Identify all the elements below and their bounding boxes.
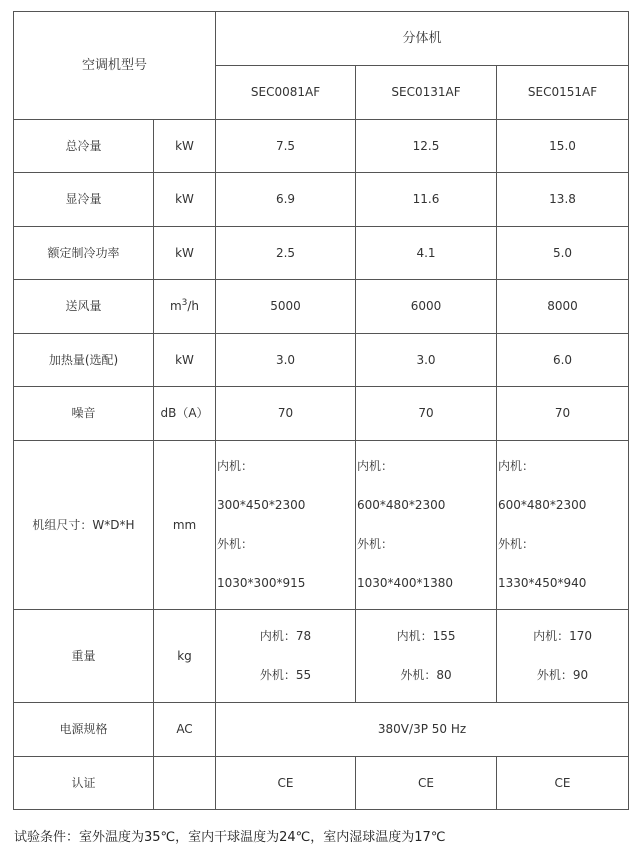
unit-base: m <box>169 299 182 314</box>
value-cell: 5000 <box>216 280 356 334</box>
row-label: 认证 <box>14 757 154 810</box>
header-row-1 <box>14 12 629 66</box>
value-cell: 3.0 <box>216 334 356 387</box>
row-label: 加热量(选配) <box>14 334 154 387</box>
model-label-cell: 空调机型号 <box>14 12 216 120</box>
value-cell: CE <box>216 757 356 810</box>
row-label: 噪音 <box>14 387 154 441</box>
value-cell: 5.0 <box>497 227 629 280</box>
row-label: 总冷量 <box>14 120 154 173</box>
row-rated-power <box>14 227 629 280</box>
row-label: 显冷量 <box>14 173 154 227</box>
row-weight <box>14 610 629 703</box>
outdoor-weight: 外机：55 <box>259 668 312 682</box>
dimensions-cell <box>216 441 356 610</box>
model-header: SEC0131AF <box>356 66 497 120</box>
row-airflow <box>14 280 629 334</box>
outdoor-label: 外机： <box>217 537 254 551</box>
row-label: 送风量 <box>14 280 154 334</box>
value-cell: CE <box>497 757 629 810</box>
value-cell: 4.1 <box>356 227 497 280</box>
indoor-label: 内机： <box>357 459 394 473</box>
row-unit-empty <box>154 757 216 810</box>
value-cell: 3.0 <box>356 334 497 387</box>
outdoor-weight: 外机：90 <box>536 668 589 682</box>
model-header: SEC0081AF <box>216 66 356 120</box>
power-supply-value: 380V/3P 50 Hz <box>216 703 629 757</box>
indoor-dimensions: 300*450*2300 <box>217 498 306 512</box>
value-cell: 2.5 <box>216 227 356 280</box>
value-cell: 11.6 <box>356 173 497 227</box>
value-cell: 6000 <box>356 280 497 334</box>
indoor-label: 内机： <box>498 459 535 473</box>
row-label: 重量 <box>14 610 154 703</box>
outdoor-dimensions: 1330*450*940 <box>498 576 587 590</box>
row-noise <box>14 387 629 441</box>
value-cell: 70 <box>356 387 497 441</box>
dimensions-cell <box>356 441 497 610</box>
row-unit: mm <box>154 441 216 610</box>
row-sensible-cooling <box>14 173 629 227</box>
row-power-supply <box>14 703 629 757</box>
outdoor-label: 外机： <box>498 537 535 551</box>
indoor-label: 内机： <box>217 459 254 473</box>
value-cell: 13.8 <box>497 173 629 227</box>
value-cell: 6.9 <box>216 173 356 227</box>
row-certification <box>14 757 629 810</box>
row-total-cooling <box>14 120 629 173</box>
test-conditions-note: 试验条件：室外温度为35℃，室内干球温度为24℃，室内湿球温度为17℃ <box>14 830 446 845</box>
outdoor-dimensions: 1030*400*1380 <box>357 576 453 590</box>
value-cell: 12.5 <box>356 120 497 173</box>
row-unit: AC <box>154 703 216 757</box>
row-heating <box>14 334 629 387</box>
weight-cell <box>216 610 356 703</box>
dimensions-cell <box>497 441 629 610</box>
weight-cell <box>356 610 497 703</box>
unit-tail: /h <box>187 299 200 314</box>
value-cell: 8000 <box>497 280 629 334</box>
row-label: 电源规格 <box>14 703 154 757</box>
row-unit <box>154 280 216 334</box>
indoor-weight: 内机：170 <box>533 629 592 643</box>
spec-table <box>13 11 629 810</box>
value-cell: CE <box>356 757 497 810</box>
value-cell: 15.0 <box>497 120 629 173</box>
indoor-dimensions: 600*480*2300 <box>498 498 587 512</box>
row-unit: kW <box>154 173 216 227</box>
row-unit: kg <box>154 610 216 703</box>
row-unit: kW <box>154 334 216 387</box>
unit-superscript: 3 <box>181 298 188 309</box>
outdoor-weight: 外机：80 <box>400 668 452 682</box>
row-unit: dB（A） <box>154 387 216 441</box>
row-unit: kW <box>154 120 216 173</box>
weight-cell <box>497 610 629 703</box>
row-dimensions <box>14 441 629 610</box>
row-label: 机组尺寸：W*D*H <box>14 441 154 610</box>
row-label: 额定制冷功率 <box>14 227 154 280</box>
row-unit: kW <box>154 227 216 280</box>
outdoor-dimensions: 1030*300*915 <box>217 576 306 590</box>
value-cell: 6.0 <box>497 334 629 387</box>
outdoor-label: 外机： <box>357 537 394 551</box>
value-cell: 70 <box>497 387 629 441</box>
value-cell: 7.5 <box>216 120 356 173</box>
indoor-weight: 内机：155 <box>396 629 456 643</box>
value-cell: 70 <box>216 387 356 441</box>
model-header: SEC0151AF <box>497 66 629 120</box>
indoor-weight: 内机：78 <box>259 629 312 643</box>
indoor-dimensions: 600*480*2300 <box>357 498 446 512</box>
split-unit-group-header: 分体机 <box>216 12 629 66</box>
